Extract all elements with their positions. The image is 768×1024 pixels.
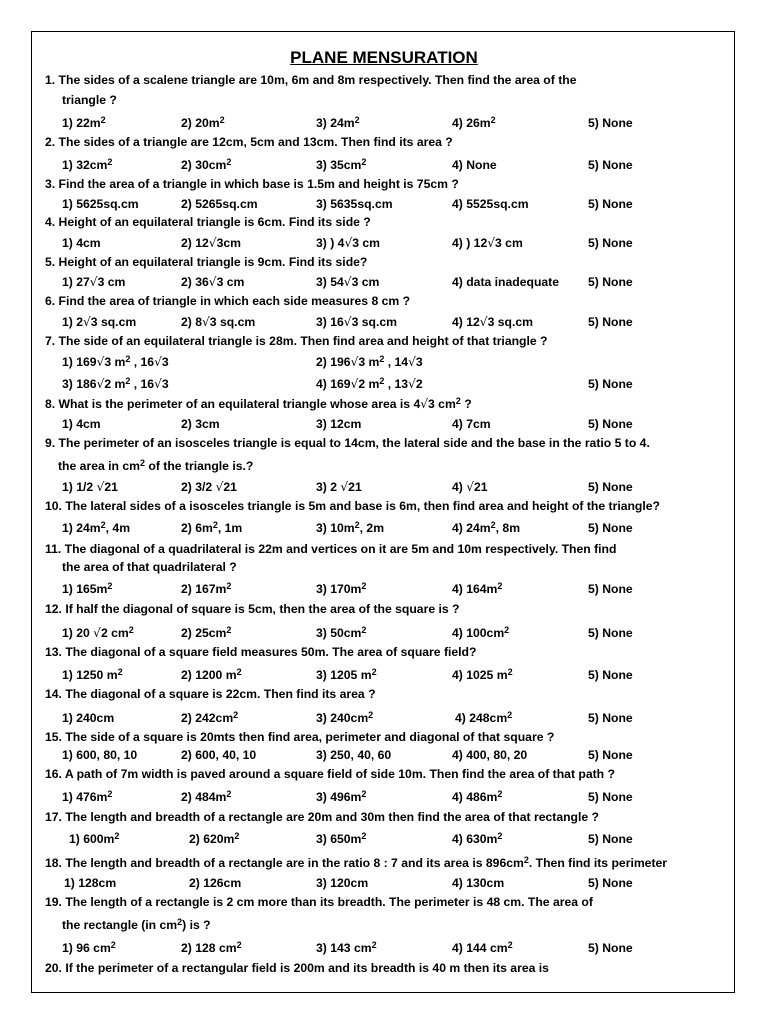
question-text: 4. Height of an equilateral triangle is 6cm. Find its side ? — [45, 215, 371, 229]
answer-option-1: 1) 600, 80, 10 — [62, 748, 138, 762]
answer-option-5: 5) None — [588, 832, 633, 846]
question-text: 13. The diagonal of a square field measures 50m. The area of square field? — [45, 645, 477, 659]
answer-option-1: 1) 4cm — [62, 236, 101, 250]
answer-option-4: 4) $24m^2$, 8m — [452, 520, 521, 535]
answer-option-1: 1) $476m^2$ — [62, 789, 113, 804]
answer-option-2: 2) 12√3cm — [181, 236, 241, 250]
answer-option-4: 4) $164m^2$ — [452, 581, 503, 596]
answer-option-2: 2) $484m^2$ — [181, 789, 232, 804]
answer-option-3: 3) $50cm^2$ — [316, 625, 367, 640]
answer-option-2: 2) $25cm^2$ — [181, 625, 232, 640]
answer-option-2: 2) $20m^2$ — [181, 115, 225, 130]
question-text: 3. Find the area of a triangle in which base is 1.5m and height is 75cm ? — [45, 177, 459, 191]
answer-option-3: 3) $650m^2$ — [316, 831, 367, 846]
answer-option-2: 2) $620m^2$ — [189, 831, 240, 846]
answer-option-2: 2) 126cm — [189, 876, 242, 890]
answer-option-2: 2) 5265sq.cm — [181, 197, 258, 211]
answer-option-4: 4) $486m^2$ — [452, 789, 503, 804]
answer-option-4: 4) 130cm — [452, 876, 505, 890]
answer-option-1: 1) 128cm — [64, 876, 117, 890]
answer-option-3: 3) 250, 40, 60 — [316, 748, 392, 762]
question-text: 8. What is the perimeter of an equilateral triangle whose area is 4√3 $cm^2$ ? — [45, 396, 472, 411]
question-text: 2. The sides of a triangle are 12cm, 5cm and 13cm. Then find its area ? — [45, 135, 453, 149]
answer-option-2: 2) $6m^2$, 1m — [181, 520, 243, 535]
question-text: 19. The length of a rectangle is 2 cm more than its breadth. The perimeter is 48 cm. The area of — [45, 895, 593, 909]
answer-option-2: 2) 36√3 cm — [181, 275, 245, 289]
answer-option-5: 5) None — [588, 748, 633, 762]
answer-option-3: 3) 143 $cm^2$ — [316, 940, 377, 955]
question-text: 1. The sides of a scalene triangle are 10m, 6m and 8m respectively. Then find the area of the — [45, 73, 577, 87]
answer-option-1: 1) $32cm^2$ — [62, 157, 113, 172]
question-text: 7. The side of an equilateral triangle is 28m. Then find area and height of that triangle ? — [45, 334, 548, 348]
answer-option-1: 1) 5625sq.cm — [62, 197, 139, 211]
answer-option-1: 1) 2√3 sq.cm — [62, 315, 137, 329]
answer-option-3: 3) ) 4√3 cm — [316, 236, 381, 250]
answer-option-1: 1) $22m^2$ — [62, 115, 106, 130]
answer-option-1: 1) $165m^2$ — [62, 581, 113, 596]
answer-option-3: 3) 16√3 sq.cm — [316, 315, 397, 329]
question-text-continued: the rectangle (in $cm^2$) is ? — [62, 917, 211, 932]
answer-option-1: 1) 1/2 √21 — [62, 480, 118, 494]
answer-option-1: 3) 186√2 $m^2$ , 16√3 — [62, 376, 169, 391]
question-text: 14. The diagonal of a square is 22cm. Then find its area ? — [45, 687, 376, 701]
answer-option-2: 2) $242cm^2$ — [181, 710, 239, 725]
answer-option-3: 3) $10m^2$, 2m — [316, 520, 385, 535]
answer-option-5: 5) None — [588, 582, 633, 596]
answer-option-4: 4) $26m^2$ — [452, 115, 496, 130]
question-text-continued: triangle ? — [62, 93, 117, 107]
answer-option-3: 3) 54√3 cm — [316, 275, 380, 289]
answer-option-1: 1) $24m^2$, 4m — [62, 520, 131, 535]
answer-option-3: 3) $170m^2$ — [316, 581, 367, 596]
answer-option-5: 5) None — [588, 377, 633, 391]
question-text: 16. A path of 7m width is paved around a square field of side 10m. Then find the area of that path ? — [45, 767, 615, 781]
answer-option-3: 3) $24m^2$ — [316, 115, 360, 130]
question-text: 18. The length and breadth of a rectangle are in the ratio 8 : 7 and its area is $896cm^2$. Then find its perimeter — [45, 855, 668, 870]
answer-option-4: 4) 7cm — [452, 417, 491, 431]
answer-option-4: 4) $100cm^2$ — [452, 625, 510, 640]
answer-option-1: 1) 20 √2 $cm^2$ — [62, 625, 134, 640]
question-text-continued: the area in $cm^2$ of the triangle is.? — [58, 458, 254, 473]
answer-option-5: 5) None — [588, 626, 633, 640]
answer-option-4: 4) ) 12√3 cm — [452, 236, 523, 250]
answer-option-3: 3) 12cm — [316, 417, 362, 431]
answer-option-5: 5) None — [588, 941, 633, 955]
answer-option-1: 1) 240cm — [62, 711, 115, 725]
answer-option-5: 5) None — [588, 876, 633, 890]
question-text-continued: the area of that quadrilateral ? — [62, 560, 237, 574]
answer-option-5: 5) None — [588, 315, 633, 329]
answer-option-2: 2) $167m^2$ — [181, 581, 232, 596]
answer-option-4: 4) $248cm^2$ — [455, 710, 513, 725]
answer-option-3: 3) 5635sq.cm — [316, 197, 393, 211]
answer-option-4: 4) $630m^2$ — [452, 831, 503, 846]
answer-option-5: 5) None — [588, 668, 633, 682]
answer-option-3: 3) 2 √21 — [316, 480, 362, 494]
question-text: 9. The perimeter of an isosceles triangle is equal to 14cm, the lateral side and the base in the ratio 5 to 4. — [45, 436, 650, 450]
answer-option-2: 2) 1200 $m^2$ — [181, 667, 242, 682]
answer-option-5: 5) None — [588, 711, 633, 725]
answer-option-5: 5) None — [588, 417, 633, 431]
answer-option-3: 2) 196√3 $m^2$ , 14√3 — [316, 354, 423, 369]
answer-option-2: 2) $30cm^2$ — [181, 157, 232, 172]
question-text: 11. The diagonal of a quadrilateral is 22m and vertices on it are 5m and 10m respectively. Then find — [45, 542, 617, 556]
answer-option-1: 1) 96 $cm^2$ — [62, 940, 116, 955]
answer-option-2: 2) 3/2 √21 — [181, 480, 237, 494]
answer-option-4: 4) None — [452, 158, 497, 172]
answer-option-4: 4) 144 $cm^2$ — [452, 940, 513, 955]
answer-option-3: 4) 169√2 $m^2$ , 13√2 — [316, 376, 423, 391]
answer-option-3: 3) $240cm^2$ — [316, 710, 374, 725]
question-text: 17. The length and breadth of a rectangle are 20m and 30m then find the area of that rectangle ? — [45, 810, 599, 824]
answer-option-2: 2) 8√3 sq.cm — [181, 315, 256, 329]
question-text: 5. Height of an equilateral triangle is 9cm. Find its side? — [45, 255, 368, 269]
answer-option-1: 1) $600m^2$ — [69, 831, 120, 846]
answer-option-3: 3) 1205 $m^2$ — [316, 667, 377, 682]
answer-option-5: 5) None — [588, 790, 633, 804]
answer-option-4: 4) 12√3 sq.cm — [452, 315, 533, 329]
answer-option-4: 4) 400, 80, 20 — [452, 748, 528, 762]
answer-option-3: 3) 120cm — [316, 876, 369, 890]
question-text: 15. The side of a square is 20mts then find area, perimeter and diagonal of that square ? — [45, 730, 555, 744]
answer-option-5: 5) None — [588, 236, 633, 250]
question-text: 20. If the perimeter of a rectangular field is 200m and its breadth is 40 m then its area is — [45, 961, 549, 975]
answer-option-5: 5) None — [588, 197, 633, 211]
answer-option-3: 3) $496m^2$ — [316, 789, 367, 804]
answer-option-1: 1) 4cm — [62, 417, 101, 431]
answer-option-1: 1) 169√3 $m^2$ , 16√3 — [62, 354, 169, 369]
answer-option-1: 1) 27√3 cm — [62, 275, 126, 289]
answer-option-5: 5) None — [588, 275, 633, 289]
page-title: PLANE MENSURATION — [290, 48, 478, 67]
answer-option-2: 2) 3cm — [181, 417, 220, 431]
answer-option-5: 5) None — [588, 480, 633, 494]
answer-option-4: 4) 1025 $m^2$ — [452, 667, 513, 682]
question-text: 10. The lateral sides of a isosceles triangle is 5m and base is 6m, then find area and height of the triangle? — [45, 499, 660, 513]
answer-option-1: 1) 1250 $m^2$ — [62, 667, 123, 682]
answer-option-4: 4) 5525sq.cm — [452, 197, 529, 211]
question-text: 12. If half the diagonal of square is 5cm, then the area of the square is ? — [45, 602, 460, 616]
answer-option-4: 4) data inadequate — [452, 275, 560, 289]
answer-option-2: 2) 128 $cm^2$ — [181, 940, 242, 955]
answer-option-5: 5) None — [588, 158, 633, 172]
answer-option-5: 5) None — [588, 521, 633, 535]
answer-option-4: 4) √21 — [452, 480, 488, 494]
answer-option-3: 3) $35cm^2$ — [316, 157, 367, 172]
answer-option-5: 5) None — [588, 116, 633, 130]
question-text: 6. Find the area of triangle in which each side measures 8 cm ? — [45, 294, 411, 308]
answer-option-2: 2) 600, 40, 10 — [181, 748, 257, 762]
